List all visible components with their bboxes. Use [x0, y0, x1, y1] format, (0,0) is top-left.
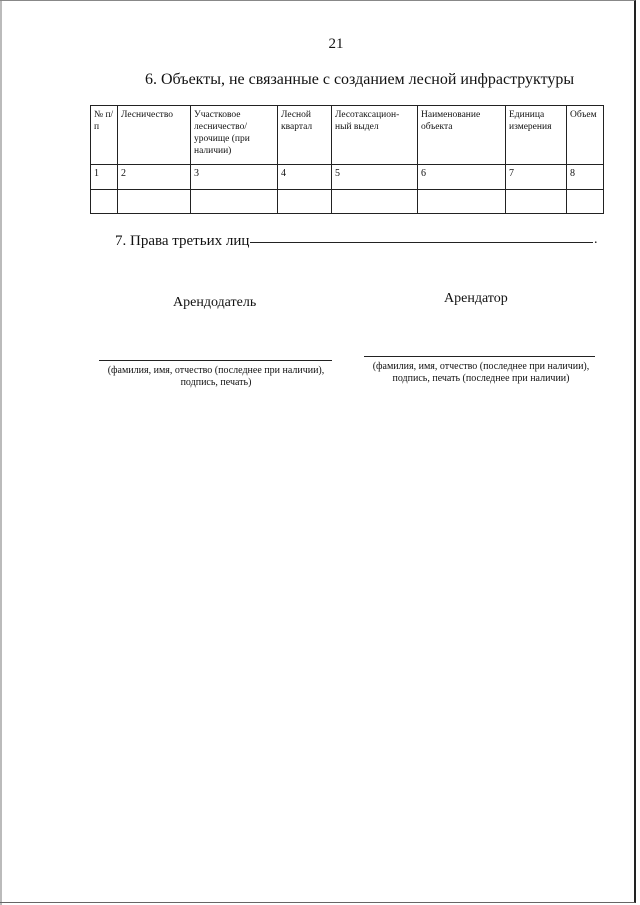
tenant-title: Арендатор [444, 291, 508, 306]
header-cell-district-forestry: Участковое лесничество/ урочище (при наличии) [191, 106, 278, 165]
table-cell: 4 [278, 165, 332, 190]
table-row-empty [91, 190, 604, 214]
table-cell-empty [118, 190, 191, 214]
table-cell-empty [418, 190, 506, 214]
table-cell-empty [191, 190, 278, 214]
landlord-signature-line [99, 360, 332, 361]
tenant-caption-line2: подпись, печать (последнее при наличии) [392, 373, 570, 384]
objects-table [90, 105, 604, 214]
header-cell-forestry: Лесничество [118, 106, 191, 165]
table-cell: 3 [191, 165, 278, 190]
table-cell-empty [91, 190, 118, 214]
header-cell-volume: Объем [567, 106, 604, 165]
header-cell-forest-quarter: Лесной квартал [278, 106, 332, 165]
tenant-caption-line1: (фамилия, имя, отчество (последнее при наличии), [372, 361, 590, 372]
landlord-caption-line1: (фамилия, имя, отчество (последнее при наличии), [107, 365, 325, 376]
table-cell: 1 [91, 165, 118, 190]
landlord-caption-line2: подпись, печать) [180, 377, 252, 388]
table-cell-empty [506, 190, 567, 214]
table-cell-empty [332, 190, 418, 214]
table-cell-empty [567, 190, 604, 214]
header-cell-taxation-unit: Лесотаксацион-ный выдел [332, 106, 418, 165]
header-cell-unit: Единица измерения [506, 106, 567, 165]
table-cell: 2 [118, 165, 191, 190]
section-7-title: 7. Права третьих лиц [115, 233, 250, 249]
tenant-signature-caption [360, 361, 602, 385]
table-cell: 8 [567, 165, 604, 190]
table-header-row [91, 106, 604, 165]
table-cell: 5 [332, 165, 418, 190]
table-row-column-numbers [91, 165, 604, 190]
page-number: 21 [328, 36, 344, 52]
landlord-signature-caption [95, 365, 337, 389]
table-cell-empty [278, 190, 332, 214]
table-cell: 6 [418, 165, 506, 190]
landlord-title: Арендодатель [173, 295, 257, 310]
third-party-rights-fill-line [250, 242, 593, 243]
section-6-title: 6. Объекты, не связанные с созданием лесной инфраструктуры [145, 71, 575, 88]
table-cell: 7 [506, 165, 567, 190]
header-cell-number: № п/п [91, 106, 118, 165]
tenant-signature-line [364, 356, 595, 357]
section-7-end-mark: . [594, 232, 598, 247]
header-cell-object-name: Наименование объекта [418, 106, 506, 165]
